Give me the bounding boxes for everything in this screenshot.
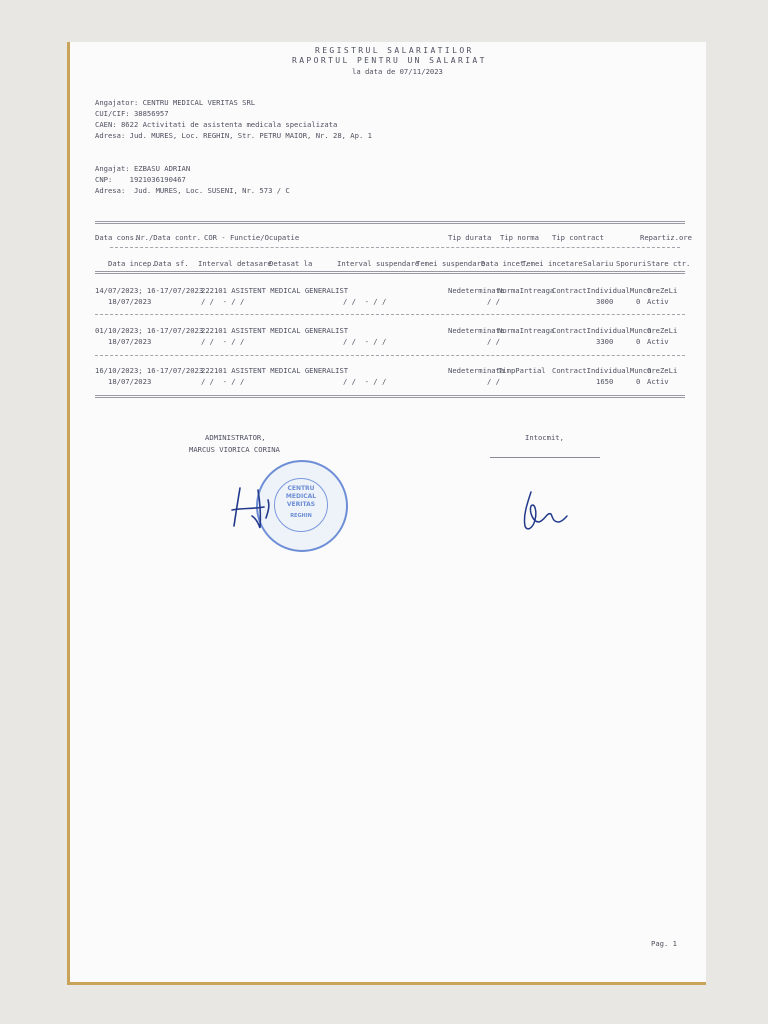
employee-address: Adresa: Jud. MURES, Loc. SUSENI, Nr. 573 / C [95,186,290,195]
row-suspendare: / / - / / [343,377,387,386]
row-salariu: 3000 [596,297,614,306]
row-sporuri: 0 [636,377,641,386]
col-tip-durata: Tip durata [448,233,492,242]
report-title: REGISTRUL SALARIATILOR [315,46,474,55]
header-dash-rule [110,247,680,248]
employer-cui: CUI/CIF: 38856957 [95,109,169,118]
row-cor: 222101 ASISTENT MEDICAL GENERALIST [201,286,349,295]
intocmit-signature [517,488,569,534]
row-salariu: 1650 [596,377,614,386]
employee-cnp: CNP: 1921036190467 [95,175,186,184]
col-tip-contract: Tip contract [552,233,604,242]
administrator-name: MARCUS VIORICA CORINA [189,445,280,454]
row-incet: / / [487,377,500,386]
col-data-cons: Data cons. [95,233,139,242]
row-dates: 01/10/2023; 16-17/07/2023 [95,326,204,335]
col-interval-detasare: Interval detasare [198,259,272,268]
col-nr-data-contr: Nr./Data contr. [136,233,201,242]
row-durata: Nedeterminata [448,366,505,375]
col-cor: COR - Functie/Ocupatie [204,233,300,242]
administrator-title: ADMINISTRATOR, [205,433,266,442]
stamp-line: VERITAS [286,501,316,508]
employer-name: Angajator: CENTRU MEDICAL VERITAS SRL [95,98,256,107]
row-sporuri: 0 [636,337,641,346]
row-incet: / / [487,337,500,346]
report-subtitle: RAPORTUL PENTRU UN SALARIAT [292,56,487,65]
row-separator [95,314,685,315]
row-detasare: / / - / / [201,337,245,346]
row-cor: 222101 ASISTENT MEDICAL GENERALIST [201,366,349,375]
col-temei-incetare: Temei incetare [522,259,583,268]
row-separator [95,355,685,356]
row-suspendare: / / - / / [343,337,387,346]
col-interval-suspendare: Interval suspendare [337,259,420,268]
report-date: la data de 07/11/2023 [352,67,443,76]
col-detasat-la: Detasat la [269,259,313,268]
row-cor: 222101 ASISTENT MEDICAL GENERALIST [201,326,349,335]
row-contract: ContractIndividualMunca [552,366,652,375]
employer-address: Adresa: Jud. MURES, Loc. REGHIN, Str. PETRU MAIOR, Nr. 28, Ap. 1 [95,131,372,140]
stamp-inner-ring [274,478,328,532]
document-page [67,42,706,985]
row-ore: OreZeLi [647,286,678,295]
row-dates: 16/10/2023; 16-17/07/2023 [95,366,204,375]
row-contract: ContractIndividualMunca [552,326,652,335]
col-data-incep: Data incep. [108,259,156,268]
employee-name: Angajat: EZBASU ADRIAN [95,164,191,173]
row-detasare: / / - / / [201,297,245,306]
row-norma: NormaIntreaga [498,326,555,335]
row-durata: Nedeterminata [448,326,505,335]
row-dates: 14/07/2023; 16-17/07/2023 [95,286,204,295]
intocmit-signature-line [490,457,600,458]
row-stare: Activ [647,377,669,386]
row-start-date: 18/07/2023 [108,297,152,306]
row-suspendare: / / - / / [343,297,387,306]
row-ore: OreZeLi [647,366,678,375]
row-sporuri: 0 [636,297,641,306]
row-contract: ContractIndividualMunca [552,286,652,295]
employer-caen: CAEN: 8622 Activitati de asistenta medicala specializata [95,120,338,129]
stamp-line: CENTRU [287,485,315,492]
page-number: Pag. 1 [651,939,677,948]
col-tip-norma: Tip norma [500,233,539,242]
stamp-line: MEDICAL [285,493,317,500]
col-temei-suspendare: Temei suspendare [416,259,486,268]
col-sporuri: Sporuri [616,259,647,268]
table-top-rule [95,221,685,222]
col-stare-ctr: Stare ctr. [647,259,691,268]
col-data-incet: Data incet. [481,259,529,268]
stamp-line: REGHIN [290,513,312,519]
row-salariu: 3300 [596,337,614,346]
administrator-signature [228,482,278,534]
row-ore: OreZeLi [647,326,678,335]
row-stare: Activ [647,297,669,306]
row-start-date: 18/07/2023 [108,377,152,386]
row-detasare: / / - / / [201,377,245,386]
col-salariu: Salariu [583,259,614,268]
row-durata: Nedeterminata [448,286,505,295]
table-bottom-rule [95,395,685,396]
col-repartiz-ore: Repartiz.ore [640,233,692,242]
row-incet: / / [487,297,500,306]
header-bottom-rule [95,271,685,272]
col-data-sf: Data sf. [154,259,189,268]
intocmit-title: Intocmit, [525,433,564,442]
row-start-date: 18/07/2023 [108,337,152,346]
row-norma: NormaIntreaga [498,286,555,295]
row-stare: Activ [647,337,669,346]
row-norma: TimpPartial [498,366,546,375]
